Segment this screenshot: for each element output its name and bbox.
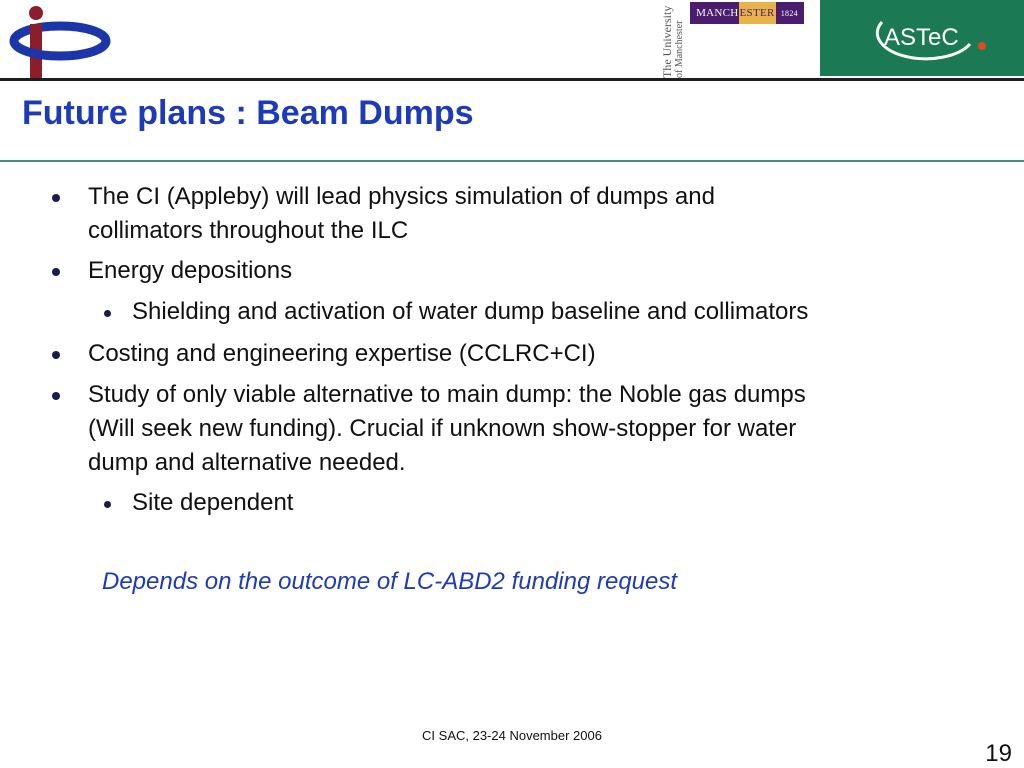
university-of-manchester-logo: The University of Manchester [660, 5, 685, 78]
bullet-dot [52, 268, 60, 276]
funding-note: Depends on the outcome of LC-ABD2 funding request [102, 568, 678, 595]
bullet-line: (Will seek new funding). Crucial if unknown show-stopper for water [88, 415, 797, 442]
astec-swoosh-icon [820, 0, 1024, 76]
bullet-line: dump and alternative needed. [88, 449, 406, 476]
sub-bullet-dot [104, 310, 111, 317]
bullet-item [88, 180, 715, 248]
astec-logo [820, 0, 1024, 76]
sub-bullet-dot [104, 501, 111, 508]
bullet-line: The CI (Appleby) will lead physics simulation of dumps and [88, 183, 715, 210]
header-rule [0, 78, 1024, 81]
cockcroft-institute-logo [8, 4, 112, 80]
page-number: 19 [985, 740, 1012, 767]
svg-text:ASTeC: ASTeC [884, 24, 959, 51]
title-rule [0, 160, 1024, 162]
slide-title: Future plans : Beam Dumps [22, 94, 474, 132]
bullet-line: Study of only viable alternative to main dump: the Noble gas dumps [88, 381, 806, 408]
bullet-item: Costing and engineering expertise (CCLRC+CI) [88, 340, 596, 367]
bullet-dot [52, 351, 60, 359]
sub-bullet-item: Site dependent [132, 489, 294, 516]
bullet-item: Energy depositions [88, 257, 293, 284]
footer-text: CI SAC, 23-24 November 2006 [422, 728, 602, 743]
bullet-dot [52, 392, 60, 400]
sub-bullet-item: Shielding and activation of water dump baseline and collimators [132, 298, 809, 325]
bullet-item [88, 378, 806, 480]
manchester-1824-logo: MANCHESTER 1824 [690, 2, 804, 24]
bullet-dot [52, 194, 60, 202]
bullet-line: collimators throughout the ILC [88, 217, 409, 244]
